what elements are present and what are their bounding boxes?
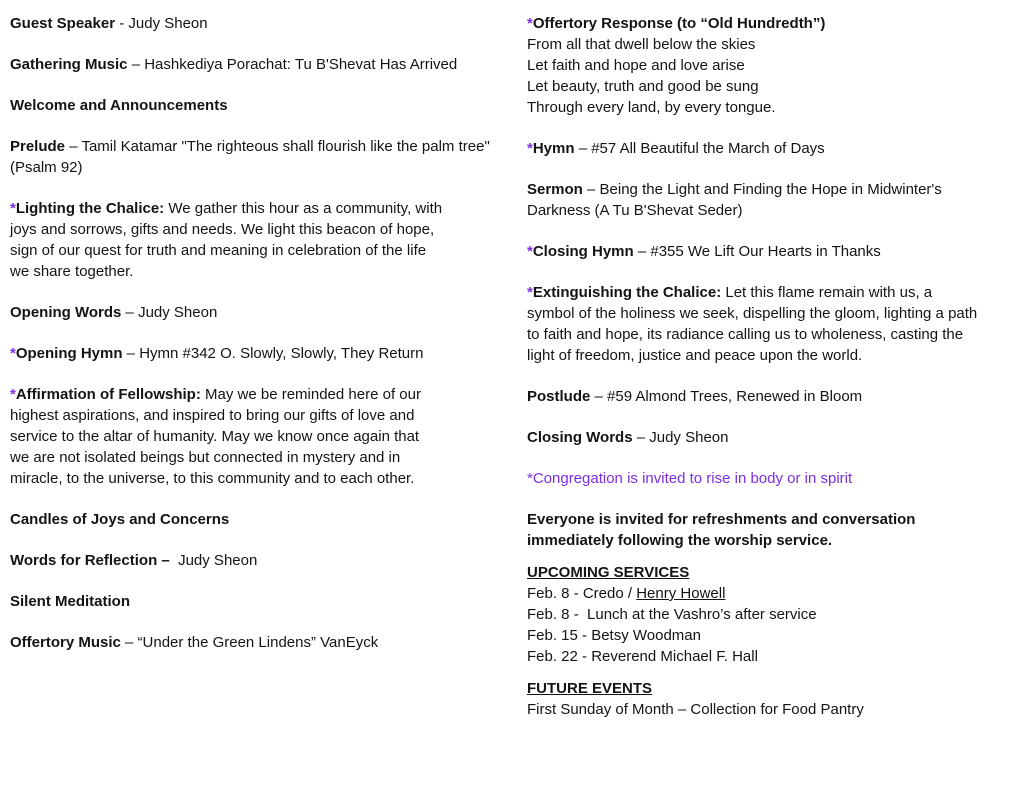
item-line: Darkness (A Tu B'Shevat Seder): [527, 202, 743, 219]
item-offertory-response: [527, 13, 1019, 118]
upcoming-services-heading: UPCOMING SERVICES: [527, 564, 690, 581]
item-label: Sermon: [527, 181, 583, 198]
item-line: highest aspirations, and inspired to bring our gifts of love and: [10, 407, 415, 424]
item-label: Welcome and Announcements: [10, 97, 228, 114]
verse-line: Let faith and hope and love arise: [527, 57, 745, 74]
item-welcome-announcements: [10, 95, 518, 116]
verse-line: Through every land, by every tongue.: [527, 99, 776, 116]
announcement-line: Everyone is invited for refreshments and conversation: [527, 511, 916, 528]
item-extinguishing-the-chalice: [527, 282, 1019, 366]
item-text: May we be reminded here of our: [200, 386, 421, 403]
rise-asterisk: *: [10, 345, 16, 362]
announcement-line: immediately following the worship service.: [527, 532, 833, 549]
refreshments-announcement: [527, 509, 1019, 551]
future-events-heading: FUTURE EVENTS: [527, 680, 653, 697]
item-text: – Judy Sheon: [121, 304, 218, 321]
order-of-service-left-column: [10, 13, 518, 673]
rise-asterisk: *: [527, 243, 533, 260]
item-label: Prelude: [10, 138, 66, 155]
item-label: Affirmation of Fellowship:: [15, 386, 201, 403]
item-label: Opening Hymn: [15, 345, 123, 362]
upcoming-services-section: [527, 562, 1019, 667]
item-closing-hymn: [527, 241, 1019, 262]
item-label: Postlude: [527, 388, 591, 405]
verse-line: From all that dwell below the skies: [527, 36, 756, 53]
item-text: – Judy Sheon: [632, 429, 729, 446]
item-silent-meditation: [10, 591, 518, 612]
item-opening-hymn: [10, 343, 518, 364]
item-text: Feb. 8 - Credo /: [527, 585, 637, 602]
item-prelude: [10, 136, 518, 178]
item-affirmation-of-fellowship: [10, 384, 518, 489]
item-closing-words: [527, 427, 1019, 448]
item-label: Hymn: [532, 140, 575, 157]
item-label: Guest Speaker: [10, 15, 116, 32]
rise-asterisk: *: [527, 15, 533, 32]
item-hymn: [527, 138, 1019, 159]
upcoming-service-item: Feb. 15 - Betsy Woodman: [527, 627, 701, 644]
verse-line: Let beauty, truth and good be sung: [527, 78, 759, 95]
underlined-name: Henry Howell: [636, 585, 726, 602]
item-line: service to the altar of humanity. May we know once again that: [10, 428, 420, 445]
item-text: – “Under the Green Lindens” VanEyck: [120, 634, 379, 651]
item-text: – Hashkediya Porachat: Tu B'Shevat Has Arrived: [127, 56, 458, 73]
item-text: Let this flame remain with us, a: [721, 284, 933, 301]
rise-asterisk: *: [10, 200, 16, 217]
item-label: Extinguishing the Chalice:: [532, 284, 722, 301]
item-label: Candles of Joys and Concerns: [10, 511, 230, 528]
item-label: Opening Words: [10, 304, 122, 321]
item-text: We gather this hour as a community, with: [164, 200, 443, 217]
item-text: – Being the Light and Finding the Hope in Midwinter's: [582, 181, 942, 198]
item-sermon: [527, 179, 1019, 221]
item-label: Silent Meditation: [10, 593, 130, 610]
item-text: – #355 We Lift Our Hearts in Thanks: [633, 243, 881, 260]
item-label: Lighting the Chalice:: [15, 200, 165, 217]
item-line: sign of our quest for truth and meaning in celebration of the life: [10, 242, 427, 259]
item-line: joys and sorrows, gifts and needs. We light this beacon of hope,: [10, 221, 435, 238]
item-text: – #57 All Beautiful the March of Days: [574, 140, 825, 157]
upcoming-service-item: Feb. 22 - Reverend Michael F. Hall: [527, 648, 758, 665]
item-label: Offertory Music: [10, 634, 121, 651]
item-label: Closing Words: [527, 429, 633, 446]
item-line: light of freedom, justice and peace upon the world.: [527, 347, 863, 364]
item-words-for-reflection: [10, 550, 518, 571]
rise-asterisk: *: [527, 284, 533, 301]
item-line: we are not isolated beings but connected in mystery and in: [10, 449, 401, 466]
future-events-section: [527, 678, 1019, 720]
item-text: – #59 Almond Trees, Renewed in Bloom: [590, 388, 863, 405]
item-text: Judy Sheon: [169, 552, 258, 569]
item-label: Words for Reflection –: [10, 552, 170, 569]
note-text: *Congregation is invited to rise in body or in spirit: [527, 470, 853, 487]
item-lighting-the-chalice: [10, 198, 518, 282]
item-label: Offertory Response (to “Old Hundredth”): [532, 15, 826, 32]
item-line: symbol of the holiness we seek, dispelling the gloom, lighting a path: [527, 305, 978, 322]
item-line: to faith and hope, its radiance calling us to wholeness, casting the: [527, 326, 964, 343]
item-text: – Hymn #342 O. Slowly, Slowly, They Return: [122, 345, 424, 362]
item-line: we share together.: [10, 263, 134, 280]
item-guest-speaker: [10, 13, 518, 34]
rise-asterisk: *: [527, 140, 533, 157]
item-line: (Psalm 92): [10, 159, 83, 176]
congregation-rise-note: [527, 468, 1019, 489]
upcoming-service-item: [527, 583, 1019, 604]
item-text: - Judy Sheon: [115, 15, 208, 32]
item-label: Gathering Music: [10, 56, 128, 73]
item-gathering-music: [10, 54, 518, 75]
item-offertory-music: [10, 632, 518, 653]
item-candles-joys-concerns: [10, 509, 518, 530]
rise-asterisk: *: [10, 386, 16, 403]
item-line: miracle, to the universe, to this community and to each other.: [10, 470, 415, 487]
item-opening-words: [10, 302, 518, 323]
future-event-item: First Sunday of Month – Collection for Food Pantry: [527, 701, 864, 718]
order-of-service-right-column: [527, 13, 1019, 740]
upcoming-service-item: Feb. 8 - Lunch at the Vashro’s after service: [527, 606, 817, 623]
item-label: Closing Hymn: [532, 243, 634, 260]
item-text: – Tamil Katamar "The righteous shall flourish like the palm tree": [65, 138, 490, 155]
item-postlude: [527, 386, 1019, 407]
